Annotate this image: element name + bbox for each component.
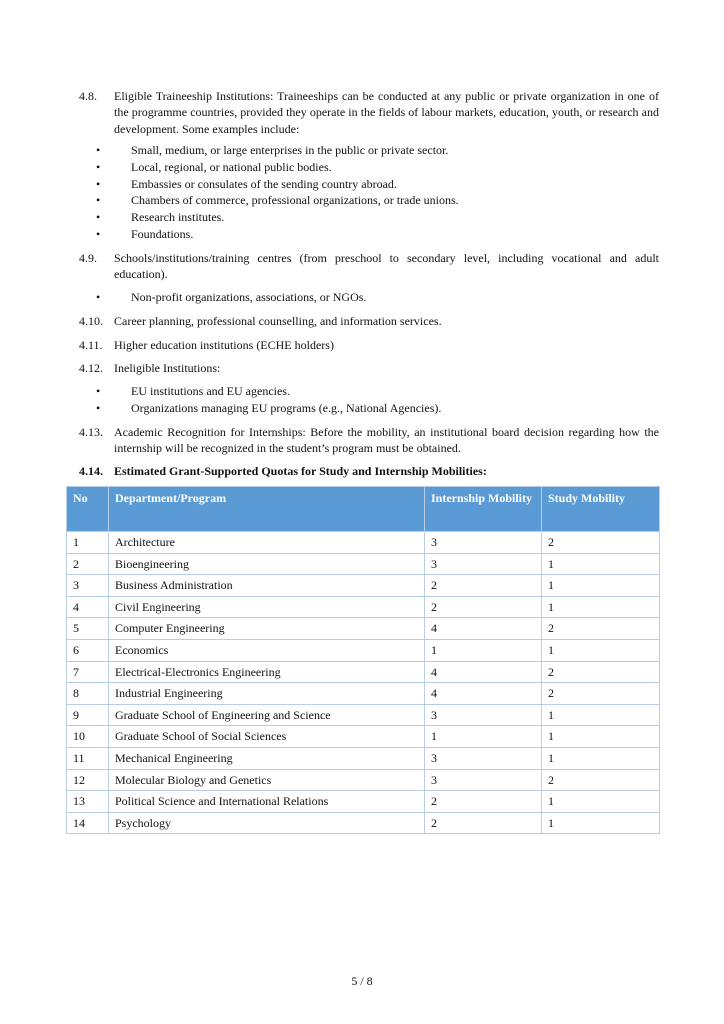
cell-no: 4 [67, 596, 109, 618]
table-row [67, 769, 660, 791]
cell-internship: 3 [425, 747, 542, 769]
cell-internship: 2 [425, 812, 542, 834]
cell-department: Psychology [109, 812, 425, 834]
table-row [67, 791, 660, 813]
traineeship-examples-list [96, 142, 459, 243]
cell-internship: 3 [425, 553, 542, 575]
cell-study: 1 [542, 791, 660, 813]
cell-no: 8 [67, 683, 109, 705]
section-text: Academic Recognition for Internships: Before the mobility, an institutional board decision regarding how the internship will be recognized in the student’s program must be obtained. [114, 425, 659, 456]
table-row [67, 661, 660, 683]
section-number: 4.12. [79, 361, 103, 375]
table-row [67, 683, 660, 705]
cell-department: Economics [109, 639, 425, 661]
section-number: 4.8. [79, 89, 97, 103]
section-text: Eligible Traineeship Institutions: Traineeships can be conducted at any public or private organization in one of the programme countries, provided they operate in the fields of labour markets, education, youth, or research and development. Some examples include: [114, 89, 659, 136]
list-item: • Chambers of commerce, professional organizations, or trade unions. [96, 193, 459, 208]
table-row [67, 575, 660, 597]
cell-internship: 2 [425, 791, 542, 813]
list-item: • Embassies or consulates of the sending country abroad. [96, 176, 397, 191]
cell-study: 2 [542, 683, 660, 705]
table-row [67, 553, 660, 575]
list-item: • Small, medium, or large enterprises in the public or private sector. [96, 143, 449, 157]
section-number: 4.13. [79, 425, 103, 439]
bullet-icon: • [96, 290, 101, 304]
table-row [67, 618, 660, 640]
cell-no: 7 [67, 661, 109, 683]
cell-department: Mechanical Engineering [109, 747, 425, 769]
table-row [67, 639, 660, 661]
list-item: • EU institutions and EU agencies. [96, 384, 290, 398]
quota-table [66, 486, 660, 834]
section-heading: Estimated Grant-Supported Quotas for Study and Internship Mobilities: [114, 464, 487, 478]
cell-study: 1 [542, 596, 660, 618]
cell-department: Electrical-Electronics Engineering [109, 661, 425, 683]
section-4-10 [79, 313, 659, 329]
cell-internship: 4 [425, 618, 542, 640]
cell-no: 9 [67, 704, 109, 726]
page-number: 5 / 8 [351, 974, 373, 988]
header-study-mobility: Study Mobility [542, 487, 660, 532]
section-4-12 [79, 360, 659, 376]
list-item: • Local, regional, or national public bodies. [96, 159, 332, 174]
cell-no: 11 [67, 747, 109, 769]
cell-study: 2 [542, 661, 660, 683]
table-row [67, 726, 660, 748]
table-header-row [67, 487, 660, 532]
bullet-icon: • [96, 210, 101, 225]
cell-internship: 2 [425, 575, 542, 597]
bullet-icon: • [96, 193, 101, 208]
header-internship-mobility: Internship Mobility [425, 487, 542, 532]
cell-no: 14 [67, 812, 109, 834]
list-item: • Foundations. [96, 226, 194, 241]
cell-internship: 1 [425, 726, 542, 748]
bullet-icon: • [96, 400, 101, 415]
cell-department: Civil Engineering [109, 596, 425, 618]
section-number: 4.11. [79, 338, 103, 352]
cell-internship: 1 [425, 639, 542, 661]
bullet-icon: • [96, 226, 101, 241]
cell-internship: 3 [425, 532, 542, 554]
section-text: Higher education institutions (ECHE holders) [114, 338, 334, 352]
cell-internship: 2 [425, 596, 542, 618]
section-number: 4.14. [79, 464, 103, 478]
cell-department: Industrial Engineering [109, 683, 425, 705]
bullet-icon: • [96, 176, 101, 191]
cell-no: 10 [67, 726, 109, 748]
cell-department: Molecular Biology and Genetics [109, 769, 425, 791]
cell-internship: 3 [425, 704, 542, 726]
cell-study: 1 [542, 726, 660, 748]
section-4-13 [79, 424, 659, 457]
cell-internship: 4 [425, 661, 542, 683]
section-4-8 [79, 88, 659, 137]
cell-no: 6 [67, 639, 109, 661]
cell-no: 2 [67, 553, 109, 575]
cell-department: Computer Engineering [109, 618, 425, 640]
cell-study: 1 [542, 575, 660, 597]
section-text: Ineligible Institutions: [114, 361, 221, 375]
bullet-icon: • [96, 384, 101, 398]
section-text: Schools/institutions/training centres (from preschool to secondary level, including vocational and adult education). [114, 251, 659, 282]
cell-study: 2 [542, 618, 660, 640]
table-row [67, 747, 660, 769]
cell-no: 1 [67, 532, 109, 554]
section-number: 4.9. [79, 251, 97, 265]
cell-internship: 3 [425, 769, 542, 791]
cell-study: 2 [542, 769, 660, 791]
nonprofit-list [96, 289, 366, 306]
table-row [67, 704, 660, 726]
ineligible-list [96, 383, 441, 417]
cell-internship: 4 [425, 683, 542, 705]
cell-department: Architecture [109, 532, 425, 554]
cell-department: Graduate School of Engineering and Science [109, 704, 425, 726]
cell-study: 1 [542, 553, 660, 575]
list-item: • Organizations managing EU programs (e.g., National Agencies). [96, 400, 442, 415]
cell-study: 1 [542, 704, 660, 726]
cell-study: 1 [542, 747, 660, 769]
cell-no: 5 [67, 618, 109, 640]
section-4-14 [79, 463, 659, 479]
cell-no: 3 [67, 575, 109, 597]
header-department: Department/Program [109, 487, 425, 532]
quota-table-body [67, 532, 660, 834]
cell-study: 1 [542, 639, 660, 661]
table-row [67, 532, 660, 554]
cell-department: Business Administration [109, 575, 425, 597]
list-item: • Non-profit organizations, associations, or NGOs. [96, 290, 367, 304]
cell-no: 13 [67, 791, 109, 813]
section-4-9 [79, 250, 659, 283]
cell-study: 2 [542, 532, 660, 554]
section-text: Career planning, professional counselling, and information services. [114, 314, 442, 328]
cell-department: Political Science and International Relations [109, 791, 425, 813]
table-row [67, 596, 660, 618]
list-item: • Research institutes. [96, 210, 225, 225]
section-number: 4.10. [79, 314, 103, 328]
section-4-11 [79, 337, 659, 353]
header-no: No [67, 487, 109, 532]
cell-department: Bioengineering [109, 553, 425, 575]
cell-no: 12 [67, 769, 109, 791]
bullet-icon: • [96, 159, 101, 174]
cell-study: 1 [542, 812, 660, 834]
cell-department: Graduate School of Social Sciences [109, 726, 425, 748]
bullet-icon: • [96, 143, 101, 157]
table-row [67, 812, 660, 834]
